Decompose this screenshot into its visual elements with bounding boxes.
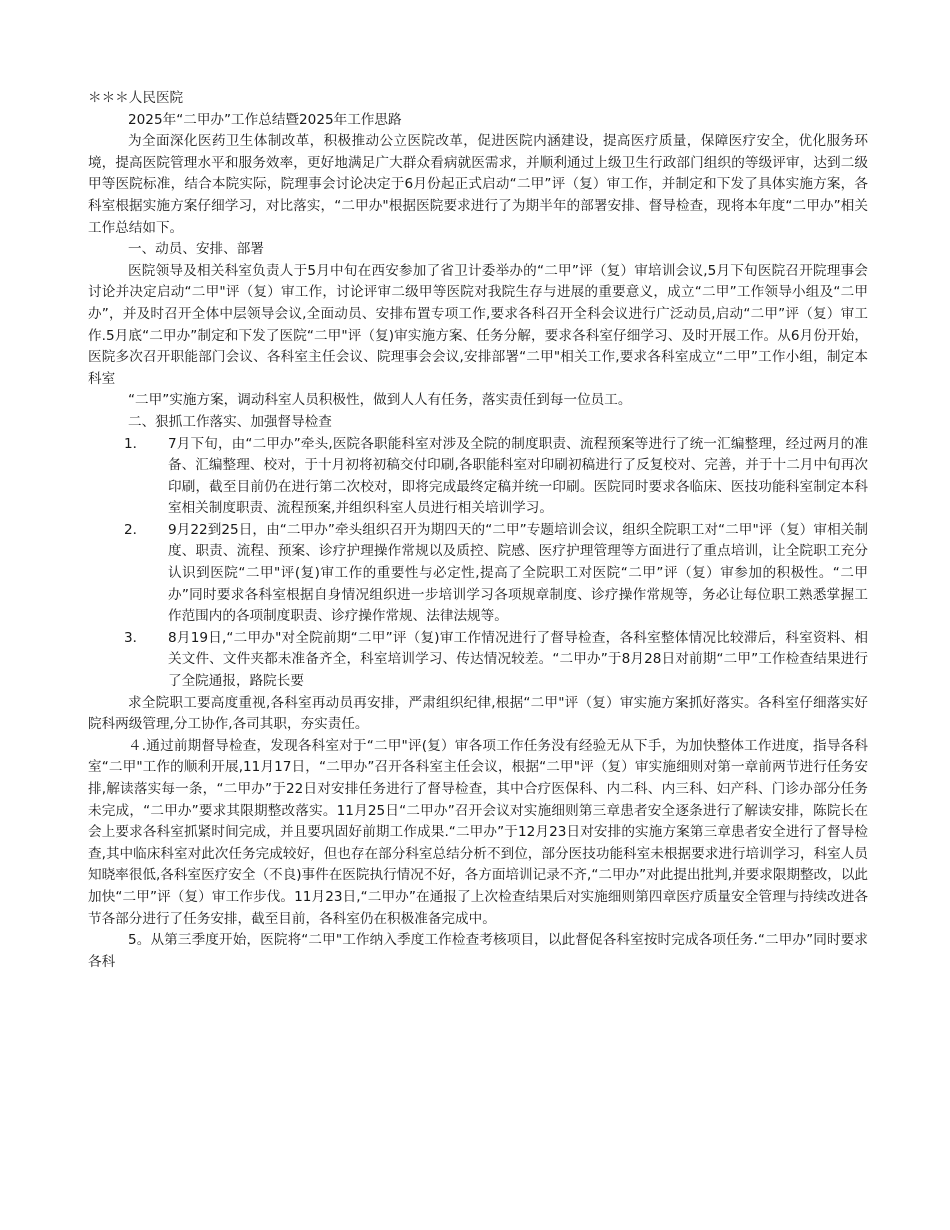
list-item-text: 9月22到25日，由“二甲办”牵头组织召开为期四天的“二甲”专题培训会议，组织全院职工对“二甲"评（复）审相关制度、职责、流程、预案、诊疗护理操作常规以及质控、院感、医疗护理管理等方面进行了重点培训，让全院职工充分认识到医院“二甲"评(复)审工作的重要性与必定性,提高了全院职工对医院“二甲”评（复）审参加的积极性。“二甲办”同时要求各科室根据自身情况组织进一步培训学习各项规章制度、诊疗操作常规等，务必让每位职工熟悉掌握工作范围内的各项制度职责、诊疗操作常规、法律法规等。 [168,521,868,625]
document-page [88,88,868,973]
list-item [88,628,868,693]
section-1-paragraph: 医院领导及相关科室负责人于5月中旬在西安参加了省卫计委举办的“二甲”评（复）审培训会议,5月下旬医院召开院理事会讨论并决定启动“二甲"评（复）审工作，讨论评审二级甲等医院对我院生存与进展的重要意义，成立“二甲”工作领导小组及“二甲办”，并及时召开全体中层领导会议,全面动员、安排布置专项工作,要求各科召开全科会议进行广泛动员,启动“二甲”评（复）审工作.5月底“二甲办”制定和下发了医院“二甲"评（复)审实施方案、任务分解，要求各科室仔细学习、及时开展工作。从6月份开始，医院多次召开职能部门会议、各科室主任会议、院理事会会议,安排部署“二甲"相关工作,要求各科室成立“二甲”工作小组，制定本科室 [88,262,868,387]
list-item-number: 1． [124,435,147,452]
section-2-heading: 二、狠抓工作落实、加强督导检查 [128,413,332,430]
list-item-text: 7月下旬，由“二甲办”牵头,医院各职能科室对涉及全院的制度职责、流程预案等进行了统一汇编整理，经过两月的准备、汇编整理、校对，于十月初将初稿交付印刷,各职能科室对印刷初稿进行了反复校对、完善，并于十二月中旬再次印刷，截至目前仍在进行第二次校对，即将完成最终定稿并统一印刷。医院同时要求各临床、医技功能科室制定本科室相关制度职责、流程预案,并组织科室人员进行相关培训学习。 [168,435,868,517]
list-item-4: ４.通过前期督导检查，发现各科室对于“二甲"评(复）审各项工作任务没有经验无从下手，为加快整体工作进度，指导各科室“二甲"工作的顺利开展,11月17日，“二甲办”召开各科室主任会议，根据“二甲"评（复）审实施细则对第一章前两节进行任务安排,解读落实每一条，“二甲办”于22日对安排任务进行了督导检查，其中合疗医保科、内二科、内三科、妇产科、门诊办部分任务未完成，“二甲办”要求其限期整改落实。11月25日“二甲办”召开会议对实施细则第三章患者安全逐条进行了解读安排，陈院长在会上要求各科室抓紧时间完成，并且要巩固好前期工作成果.“二甲办”于12月23日对安排的实施方案第三章患者安全进行了督导检查,其中临床科室对此次任务完成较好，但也存在部分科室总结分析不到位，部分医技功能科室未根据要求进行培训学习，科室人员知晓率很低,各科室医疗安全（不良)事件在医院执行情况不好，各方面培训记录不齐,“二甲办”对此提出批判,并要求限期整改，以此加快“二甲”评（复）审工作步伐。11月23日,“二甲办”在通报了上次检查结果后对实施细则第四章医疗质量安全管理与持续改进各节各部分进行了任务安排，截至目前，各科室仍在积极准备完成中。 [88,737,869,927]
item-3-continuation: 求全院职工要高度重视,各科室再动员再安排，严肃组织纪律,根据“二甲"评（复）审实施方案抓好落实。各科室仔细落实好院科两级管理,分工协作,各司其职，夯实责任。 [88,694,868,733]
hospital-name: ＊＊＊人民医院 [88,90,184,106]
list-item-5: 5。从第三季度开始，医院将“二甲"工作纳入季度工作检查考核项目，以此督促各科室按时完成各项任务.“二甲办”同时要求各科 [88,932,868,970]
list-item-number: 2． [124,521,147,538]
section-1-paragraph-2: “二甲”实施方案，调动科室人员积极性，做到人人有任务，落实责任到每一位员工。 [128,392,632,409]
list-item-number: 3． [124,629,147,646]
list-item [88,520,868,628]
list-item-text: 8月19日,“二甲办"对全院前期“二甲”评（复)审工作情况进行了督导检查，各科室整体情况比较滞后，科室资料、相关文件、文件夹都未准备齐全，科室培训学习、传达情况较差。“二甲办”于8月28日对前期“二甲”工作检查结果进行了全院通报，路院长要 [168,629,868,690]
document-title: 2025年“二甲办”工作总结暨2025年工作思路 [128,111,402,128]
list-item [88,434,868,520]
intro-paragraph: 为全面深化医药卫生体制改革，积极推动公立医院改革，促进医院内涵建设，提高医疗质量，保障医疗安全，优化服务环境，提高医院管理水平和服务效率，更好地满足广大群众看病就医需求，并顺利通过上级卫生行政部门组织的等级评审，达到二级甲等医院标准，结合本院实际，院理事会讨论决定于6月份起正式启动“二甲”评（复）审工作，并制定和下发了具体实施方案，各科室根据实施方案仔细学习，对比落实，“二甲办"根据医院要求进行了为期半年的部署安排、督导检查，现将本年度“二甲办”相关工作总结如下。 [88,133,868,236]
section-1-heading: 一、动员、安排、部署 [128,241,264,258]
